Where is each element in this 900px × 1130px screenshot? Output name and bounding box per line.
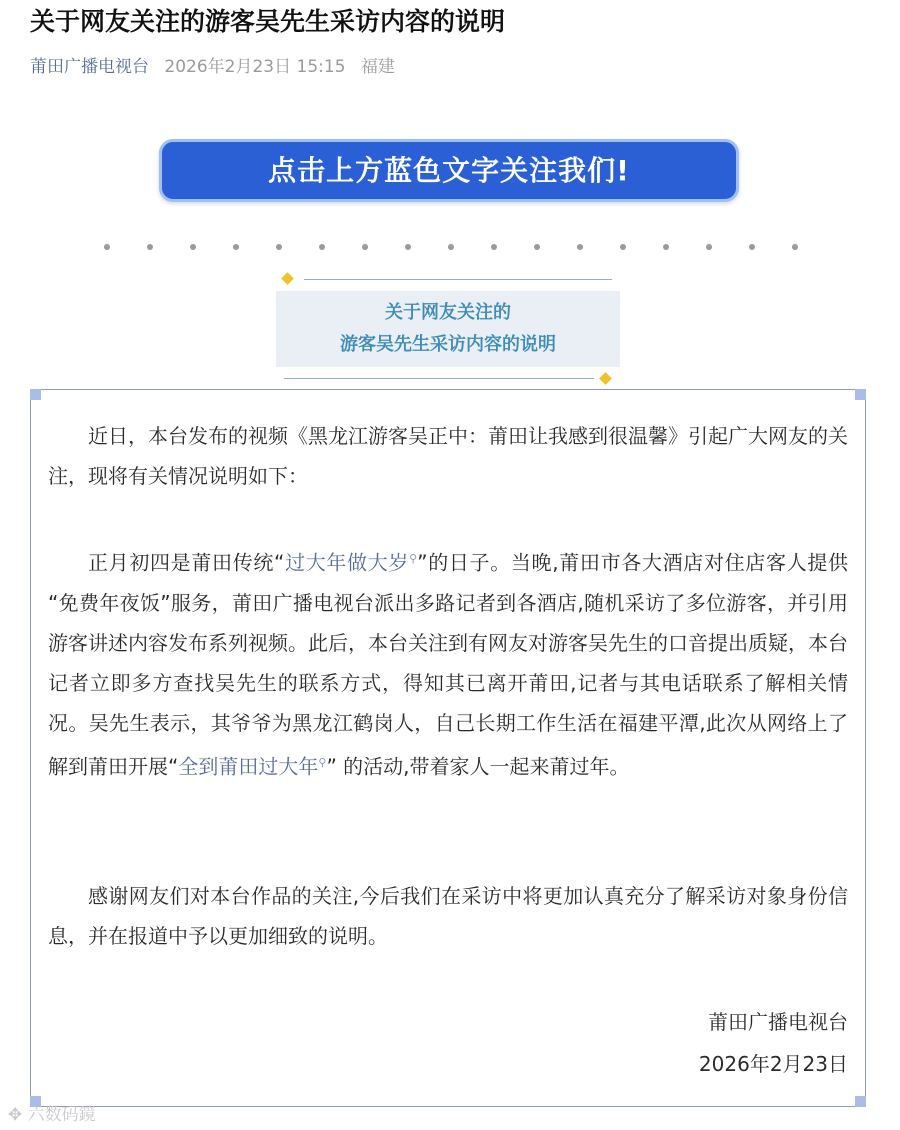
keyword-link[interactable]: 过大年做大岁 bbox=[284, 550, 410, 575]
signature-date: 2026年2月23日 bbox=[698, 1052, 848, 1076]
paragraph-thanks: 感谢网友们对本台作品的关注,今后我们在采访中将更加认真充分了解采访对象身份信息，并在报道中予以更加细致的说明。 bbox=[48, 884, 848, 948]
paragraph-intro: 近日，本台发布的视频《黑龙江游客吴正中：莆田让我感到很温馨》引起广大网友的关注，现将有关情况说明如下： bbox=[48, 424, 848, 488]
follow-banner: 点击上方蓝色文字关注我们! bbox=[159, 139, 739, 202]
paragraph-text: ”的日子。当晚,莆田市各大酒店对住店客人提供 “免费年夜饭”服务，莆田广播电视台派出多路记者到各酒店,随机采访了多位游客，并引用游客讲述内容发布系列视频。此后，本台关注到有网友对游客吴先生的口音提出质疑，本台记者立即多方查找吴先生的联系方式，得知其已离开莆田,记者与其电话联系了解相关情况。吴先生表示，其爷爷为黑龙江鹤岗人，自己长期工作生活在福建平潭,此次从网络上了解到莆田开展“ bbox=[48, 550, 848, 779]
article-meta bbox=[30, 54, 395, 80]
search-icon: ⚲ bbox=[318, 755, 327, 769]
article-title: 关于网友关注的游客吴先生采访内容的说明 bbox=[30, 7, 506, 36]
publish-location: 福建 bbox=[360, 57, 395, 77]
watermark bbox=[8, 1100, 96, 1125]
header-top-line bbox=[304, 279, 612, 280]
paragraph-text: ” 的活动,带着家人一起来莆过年。 bbox=[326, 754, 630, 779]
paragraph-text: 正月初四是莆田传统“ bbox=[88, 550, 285, 575]
frame-corner-tl bbox=[30, 389, 41, 400]
watermark-text: 六数码鏡 bbox=[27, 1105, 96, 1125]
header-bottom-line bbox=[284, 378, 594, 379]
brand-logo-icon: ✥ bbox=[8, 1105, 23, 1125]
keyword-link[interactable]: 全到莆田过大年 bbox=[178, 754, 319, 779]
account-name-link[interactable]: 莆田广播电视台 bbox=[30, 57, 149, 77]
frame-corner-br bbox=[855, 1096, 866, 1107]
publish-time: 2026年2月23日 15:15 bbox=[164, 57, 346, 77]
top-left-diamond-icon bbox=[281, 272, 294, 285]
section-title-line1: 关于网友关注的 bbox=[385, 302, 511, 323]
section-title-box bbox=[276, 291, 620, 367]
paragraph-details bbox=[48, 539, 848, 786]
section-title-line2: 游客吴先生采访内容的说明 bbox=[340, 334, 556, 355]
search-icon: ⚲ bbox=[409, 552, 418, 565]
frame-corner-tr bbox=[855, 389, 866, 400]
bottom-right-diamond-icon bbox=[599, 372, 612, 385]
dot-divider bbox=[104, 244, 804, 254]
signature-org: 莆田广播电视台 bbox=[708, 1010, 848, 1034]
